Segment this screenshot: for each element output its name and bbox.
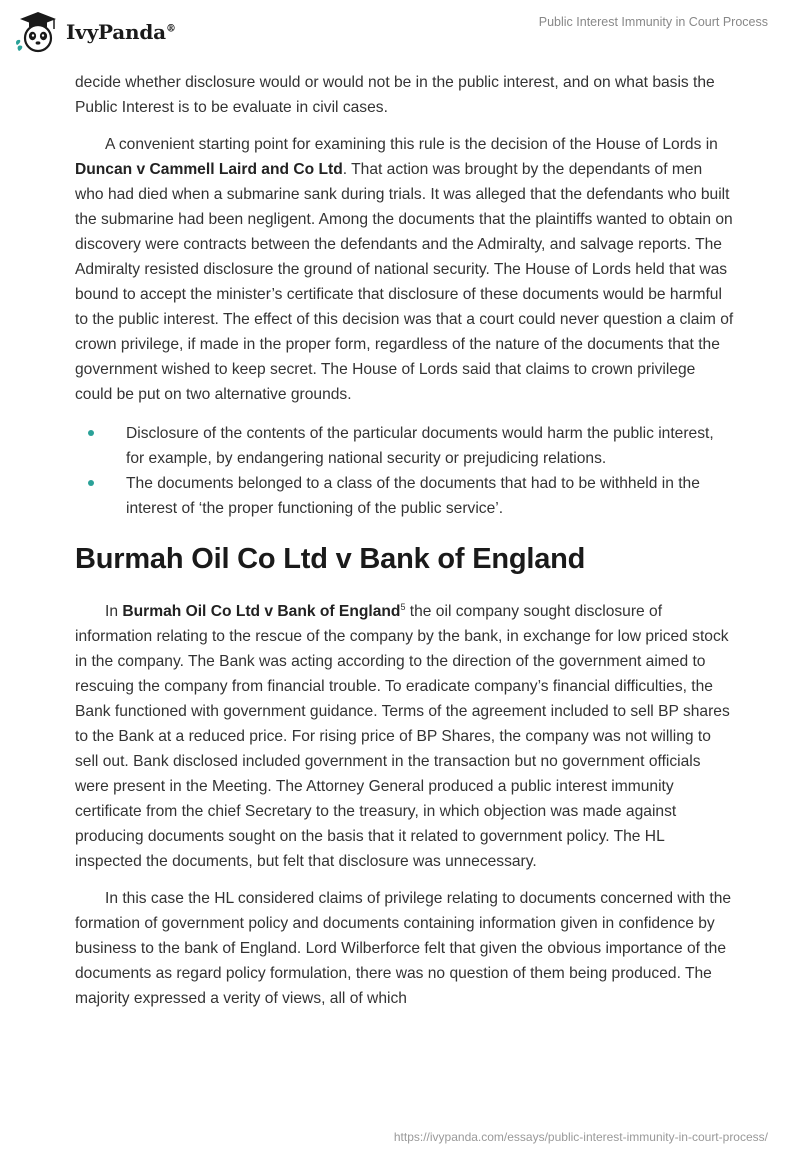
logo-wordmark: IvyPanda®: [66, 20, 176, 44]
case-name-burmah: Burmah Oil Co Ltd v Bank of England: [122, 603, 401, 620]
paragraph-hl-privilege: In this case the HL considered claims of privilege relating to documents concerned with the formation of government policy and documents containing information given in confidence by business to the bank of England. Lord Wilberforce felt that given the obvious importance of the documents as regard policy formulation, there was no question of them being produced. The majority expressed a verity of views, all of which: [75, 890, 732, 1007]
paragraph-duncan-case: A convenient starting point for examining this rule is the decision of the House of Lords in Duncan v Cammell Laird and Co Ltd. That action was brought by the dependants of men who had died when a submarine sank during trials. It was alleged that the defendants who built the submarine had been negligent. Among the documents that the plaintiffs wanted to obtain on discovery were contracts between the defendants and the Admiralty, and salvage reports. The Admiralty resisted disclosure the ground of national security. The House of Lords held that was bound to accept the minister’s certificate that disclosure of these documents would be harmful to the public interest. The effect of this decision was that a court could never question a claim of crown privilege, if made in the proper form, regardless of the nature of the documents that the government wished to keep secret. The House of Lords said that claims to crown privilege could be put on two alternative grounds.: [75, 136, 734, 403]
footnote-reference[interactable]: 5: [400, 601, 406, 612]
section-heading: Burmah Oil Co Ltd v Bank of England: [75, 543, 586, 575]
list-item: The documents belonged to a class of the documents that had to be withheld in the interest of ‘the proper functioning of the public service’.: [75, 471, 735, 521]
document-title: Public Interest Immunity in Court Process: [538, 15, 768, 29]
page-header: [0, 0, 800, 64]
ivypanda-logo[interactable]: [12, 10, 176, 54]
list-item: Disclosure of the contents of the particular documents would harm the public interest, for example, by endangering national security or prejudicing relations.: [75, 421, 735, 471]
case-name-duncan: Duncan v Cammell Laird and Co Ltd: [75, 161, 343, 178]
paragraph-burmah-case: In Burmah Oil Co Ltd v Bank of England$^5$ the oil company sought disclosure of information relating to the rescue of the company by the bank, in exchange for low priced stock in the company. The Bank was acting according to the direction of the government aimed to rescuing the company from financial trouble. To eradicate company’s financial difficulties, the Bank functioned with government guidance. Terms of the agreement included to sell BP shares to the Bank at a reduced price. For rising price of BP Shares, the company was not willing to sell out. Bank disclosed included government in the transaction but no government officials were present in the Meeting. The Attorney General produced a public interest immunity certificate from the chief Secretary to the treasury, in which objection was made against producing documents sought on the basis that it related to government policy. The HL inspected the documents, but felt that disclosure was unnecessary.: [75, 601, 730, 870]
paragraph-intro-continuation: decide whether disclosure would or would not be in the public interest, and on what basis the Public Interest is to be evaluate in civil cases.: [75, 74, 715, 116]
registered-mark: ®: [165, 23, 176, 35]
privilege-grounds-list: [75, 421, 735, 521]
source-url[interactable]: https://ivypanda.com/essays/public-interest-immunity-in-court-process/: [393, 1130, 768, 1144]
essay-content: [75, 70, 735, 1011]
bullet-dot-icon: [88, 480, 94, 486]
panda-graduate-icon: [12, 10, 64, 54]
bullet-dot-icon: [88, 430, 94, 436]
